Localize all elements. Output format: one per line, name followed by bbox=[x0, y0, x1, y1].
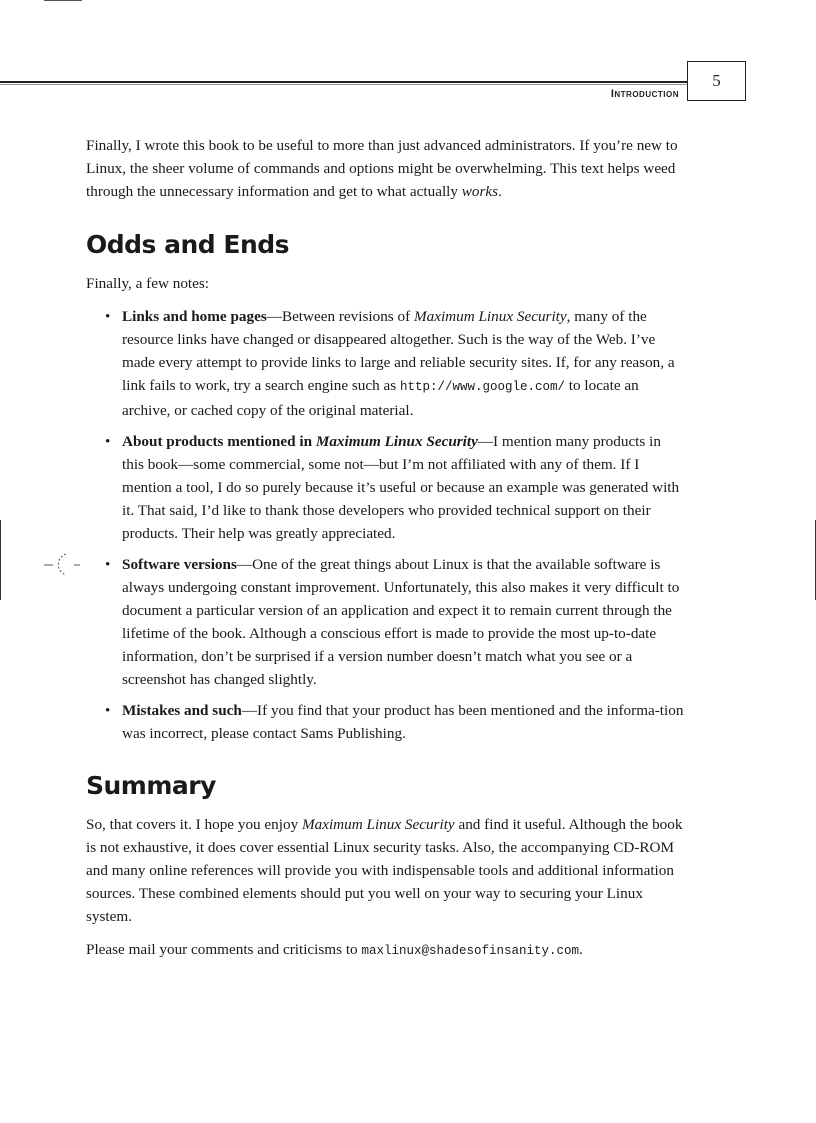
book-title: Maximum Linux Security bbox=[413, 308, 567, 325]
bullet-icon: • bbox=[105, 433, 111, 450]
intro-emphasis: works bbox=[461, 183, 499, 200]
bullet-icon: • bbox=[105, 556, 111, 573]
registration-mark-icon bbox=[44, 552, 82, 576]
page-content bbox=[86, 134, 686, 963]
item-title: Links and home pages bbox=[122, 308, 267, 325]
item-title: About products mentioned in Maximum Linux Security bbox=[122, 433, 478, 450]
list-item: • About products mentioned in Maximum Linux Security—I mention many products in this book—some commercial, some not—but I’m not affiliated with any of them. If I mention a tool, I do so purely because it’s useful or because an example was generated with it. That said, I’d like to thank those developers who provided technical support on their products. Their help was greatly appreciated. bbox=[86, 430, 686, 545]
bullet-icon: • bbox=[105, 702, 111, 719]
notes-lead-in: Finally, a few notes: bbox=[86, 275, 210, 292]
running-head: Introduction bbox=[610, 88, 679, 100]
odds-and-ends-heading: Odds and Ends bbox=[86, 230, 290, 259]
url-link[interactable]: http://www.google.com/ bbox=[399, 380, 565, 394]
email-link[interactable]: maxlinux@shadesofinsanity.com bbox=[361, 944, 579, 958]
crop-mark-top bbox=[44, 0, 82, 1]
page-number-box bbox=[687, 61, 746, 101]
intro-paragraph: Finally, I wrote this book to be useful to more than just advanced administrators. If you’re new to Linux, the sheer volume of commands and options might be overwhelming. This text helps weed through the unnecessary information and get to what actually works. bbox=[86, 137, 678, 200]
header-rule bbox=[0, 81, 688, 83]
page-number: 5 bbox=[712, 71, 721, 90]
list-item: • Mistakes and such—If you find that your product has been mentioned and the informa-tion was incorrect, please contact Sams Publishing. bbox=[86, 699, 686, 745]
side-crop-mark-left bbox=[0, 520, 1, 600]
book-title: Maximum Linux Security bbox=[301, 816, 455, 833]
summary-heading: Summary bbox=[86, 771, 216, 800]
contact-paragraph: Please mail your comments and criticisms to maxlinux@shadesofinsanity.com. bbox=[86, 941, 583, 958]
notes-list bbox=[86, 305, 686, 745]
list-item: • Links and home pages—Between revisions of Maximum Linux Security, many of the resource links have changed or disappeared altogether. Such is the way of the Web. I’ve made every attempt to provide links to large and reliable security sites. If, for any reason, a link fails to work, try a search engine such as http://www.google.com/ to locate an archive, or cached copy of the original material. bbox=[86, 305, 686, 422]
summary-paragraph: So, that covers it. I hope you enjoy Maximum Linux Security and find it useful. Although the book is not exhaustive, it does cover essential Linux security tasks. Also, the accompanying CD-ROM and many online references will provide you with indispensable tools and additional information sources. These combined elements should put you well on your way to securing your Linux system. bbox=[86, 816, 683, 925]
item-title: Mistakes and such bbox=[122, 702, 242, 719]
header-sub-rule bbox=[0, 84, 688, 85]
list-item: • Software versions—One of the great things about Linux is that the available software is always undergoing constant improvement. Unfortunately, this also makes it very difficult to document a particular version of an application and expect it to remain current through the lifetime of the book. Although a conscious effort is made to provide the most up-to-date information, don’t be surprised if a version number doesn’t match what you see or a screenshot has changed slightly. bbox=[86, 553, 686, 691]
item-title: Software versions bbox=[122, 556, 237, 573]
bullet-icon: • bbox=[105, 308, 111, 325]
